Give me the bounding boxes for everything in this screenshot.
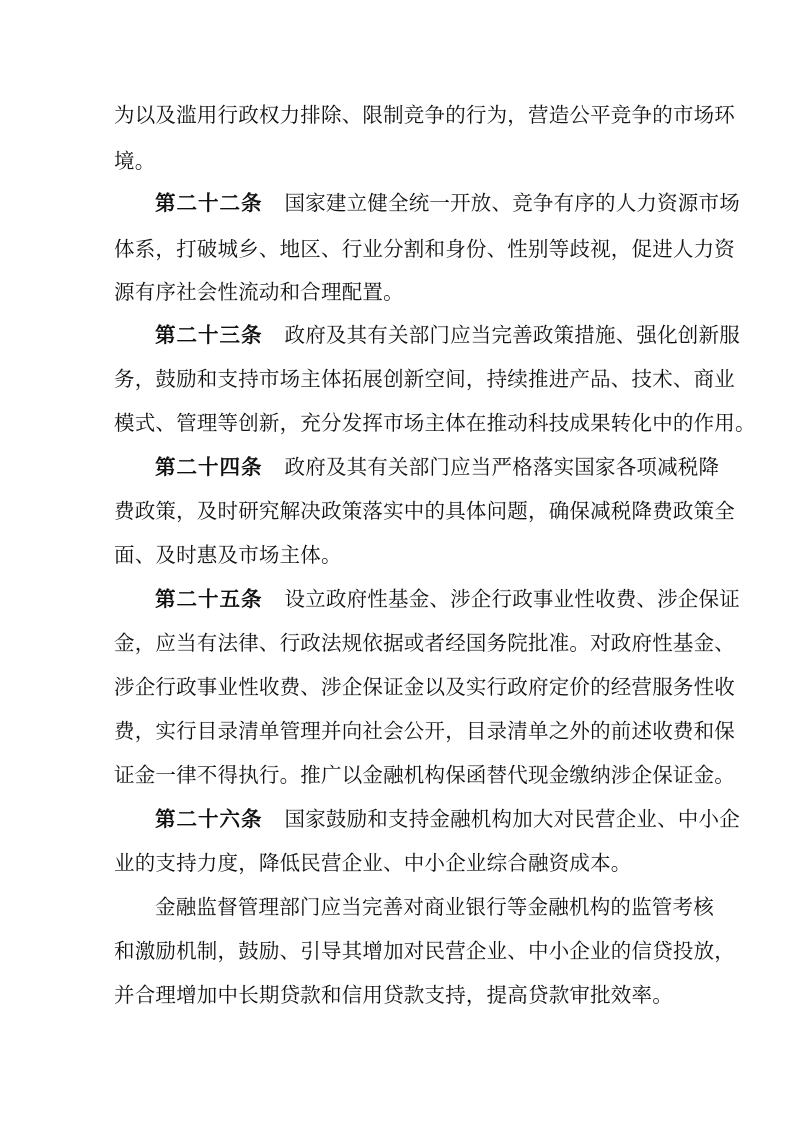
text-line: 并合理增加中长期贷款和信用贷款支持，提高贷款审批效率。	[114, 983, 673, 1007]
text-segment: 政府及其有关部门应当完善政策措施、强化创新服	[284, 323, 740, 347]
text-line: 费，实行目录清单管理并向社会公开，目录清单之外的前述收费和保	[114, 719, 735, 743]
article-label: 第二十三条	[155, 323, 263, 347]
article-label: 第二十五条	[155, 587, 263, 611]
text-line: 务，鼓励和支持市场主体拓展创新空间，持续推进产品、技术、商业	[114, 367, 735, 391]
text-segment: 政府及其有关部门应当严格落实国家各项减税降	[284, 455, 720, 479]
article-label: 第二十四条	[155, 455, 263, 479]
text-line: 面、及时惠及市场主体。	[114, 543, 342, 567]
text-line: 证金一律不得执行。推广以金融机构保函替代现金缴纳涉企保证金。	[114, 763, 735, 787]
text-line: 为以及滥用行政权力排除、限制竞争的行为，营造公平竞争的市场环	[114, 103, 735, 127]
article-24-first-line	[155, 450, 720, 484]
text-line: 费政策，及时研究解决政策落实中的具体问题，确保减税降费政策全	[114, 499, 735, 523]
text-line: 源有序社会性流动和合理配置。	[114, 280, 404, 304]
text-line: 涉企行政事业性收费、涉企保证金以及实行政府定价的经营服务性收	[114, 675, 735, 699]
article-23-first-line	[155, 318, 740, 352]
article-22-first-line	[155, 186, 740, 220]
text-line: 金融监督管理部门应当完善对商业银行等金融机构的监管考核	[155, 895, 714, 919]
text-line: 金，应当有法律、行政法规依据或者经国务院批准。对政府性基金、	[114, 631, 735, 655]
text-line: 业的支持力度，降低民营企业、中小企业综合融资成本。	[114, 851, 632, 875]
text-line: 和激励机制，鼓励、引导其增加对民营企业、中小企业的信贷投放，	[114, 939, 735, 963]
text-segment: 国家建立健全统一开放、竞争有序的人力资源市场	[284, 191, 740, 215]
text-line: 模式、管理等创新，充分发挥市场主体在推动科技成果转化中的作用。	[114, 411, 756, 435]
article-26-first-line	[155, 802, 740, 836]
text-line: 体系，打破城乡、地区、行业分割和身份、性别等歧视，促进人力资	[114, 237, 735, 261]
text-segment: 设立政府性基金、涉企行政事业性收费、涉企保证	[284, 587, 740, 611]
article-25-first-line	[155, 582, 740, 616]
text-segment: 国家鼓励和支持金融机构加大对民营企业、中小企	[284, 807, 740, 831]
article-label: 第二十六条	[155, 807, 263, 831]
text-line: 境。	[114, 149, 156, 173]
article-label: 第二十二条	[155, 191, 263, 215]
